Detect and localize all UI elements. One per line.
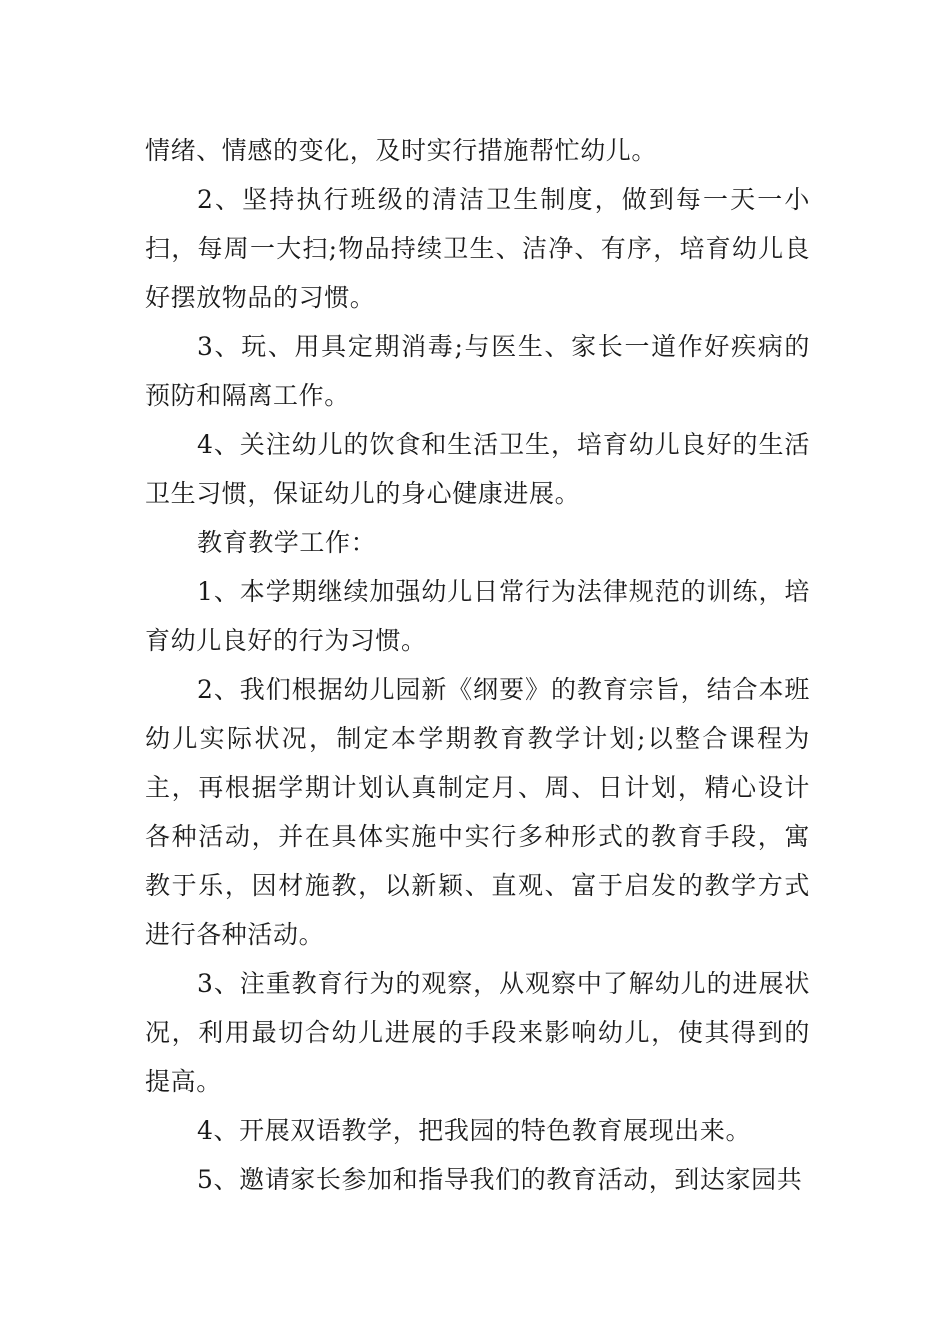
paragraph-1: 情绪、情感的变化，及时实行措施帮忙幼儿。 xyxy=(145,136,658,165)
paragraph-7: 3、注重教育行为的观察，从观察中了解幼儿的进展状况，利用最切合幼儿进展的手段来影响幼儿，使其得到的提高。 xyxy=(145,969,810,1096)
section-heading-teaching: 教育教学工作： xyxy=(197,528,377,557)
paragraph-6: 2、我们根据幼儿园新《纲要》的教育宗旨，结合本班幼儿实际状况，制定本学期教育教学计划;以整合课程为主，再根据学期计划认真制定月、周、日计划，精心设计各种活动，并在具体实施中实行多种形式的教育手段，寓教于乐，因材施教，以新颖、直观、富于启发的教学方式进行各种活动。 xyxy=(145,675,810,949)
paragraph-2: 2、坚持执行班级的清洁卫生制度，做到每一天一小扫，每周一大扫;物品持续卫生、洁净、有序，培育幼儿良好摆放物品的习惯。 xyxy=(145,185,810,312)
paragraph-3: 3、玩、用具定期消毒;与医生、家长一道作好疾病的预防和隔离工作。 xyxy=(145,332,810,410)
paragraph-8: 4、开展双语教学，把我园的特色教育展现出来。 xyxy=(197,1116,752,1145)
paragraph-4: 4、关注幼儿的饮食和生活卫生，培育幼儿良好的生活卫生习惯，保证幼儿的身心健康进展。 xyxy=(145,430,810,508)
document-body xyxy=(145,126,810,1204)
paragraph-5: 1、本学期继续加强幼儿日常行为法律规范的训练，培育幼儿良好的行为习惯。 xyxy=(145,577,810,655)
paragraph-9: 5、邀请家长参加和指导我们的教育活动，到达家园共 xyxy=(197,1165,803,1194)
